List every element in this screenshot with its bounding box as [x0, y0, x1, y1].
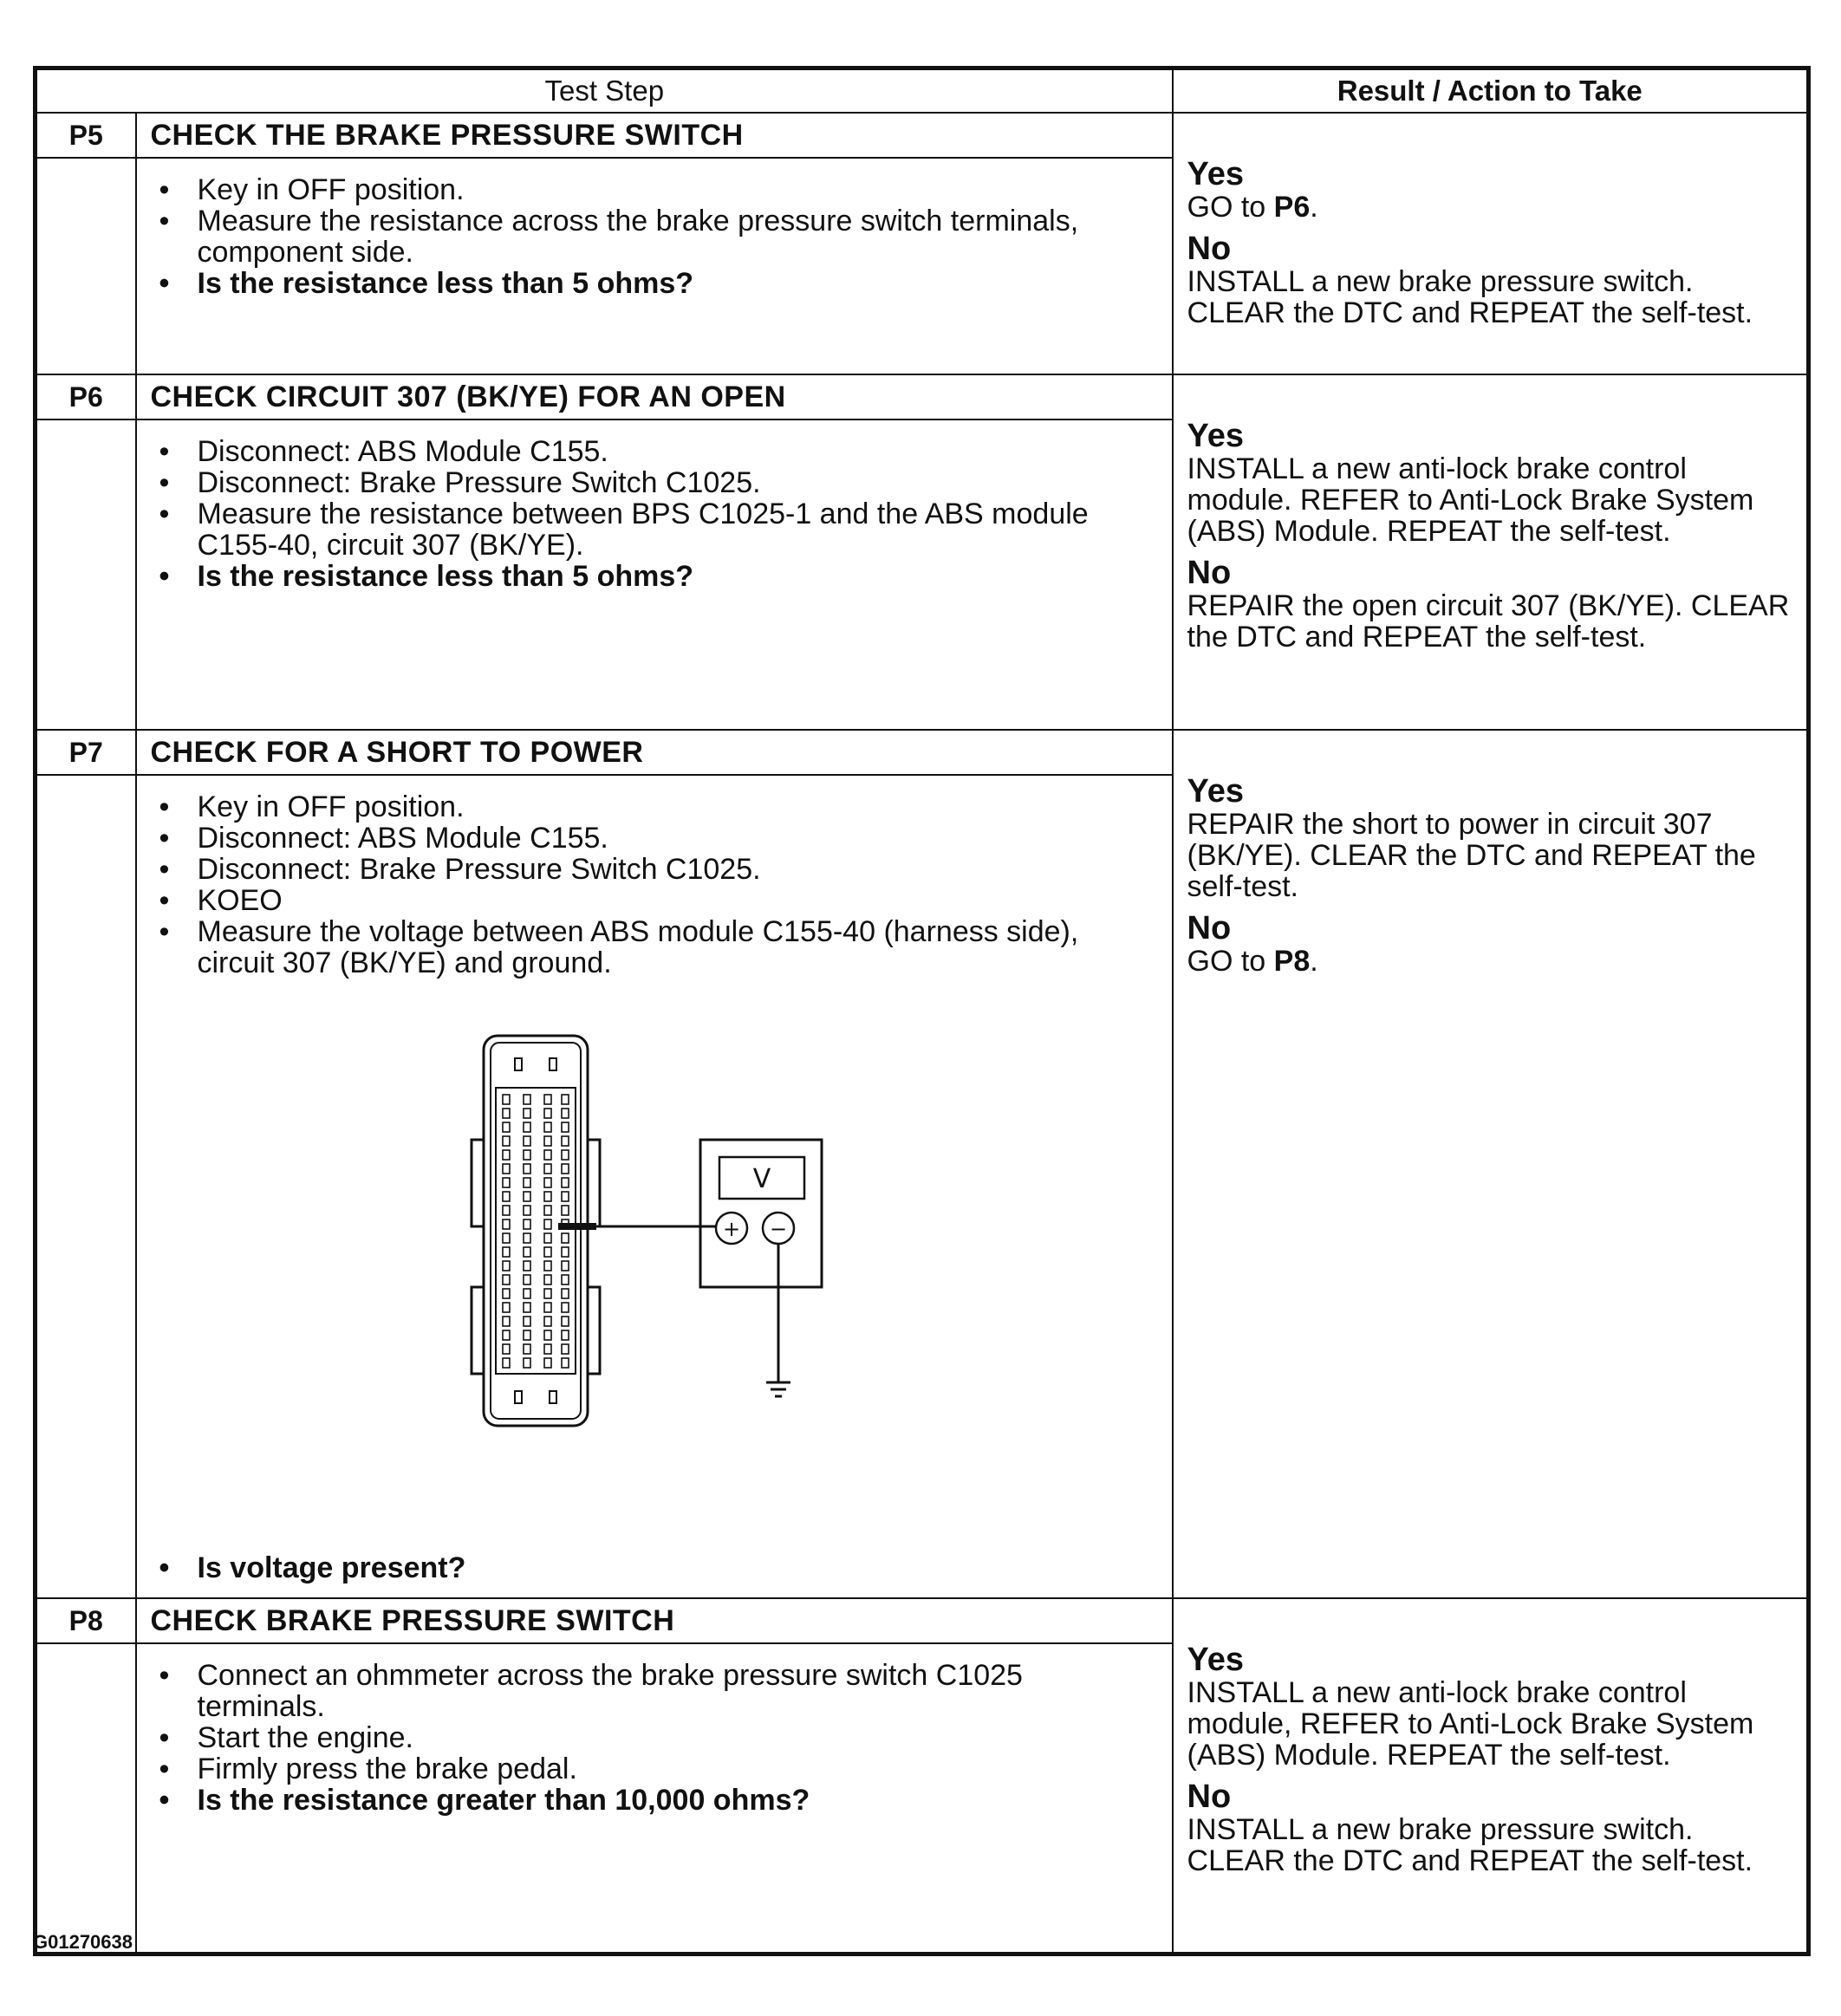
- connector-pin: [524, 1178, 530, 1187]
- connector-pin: [544, 1289, 551, 1298]
- step-id: P5: [36, 113, 136, 158]
- step-title: CHECK CIRCUIT 307 (BK/YE) FOR AN OPEN: [136, 374, 1173, 419]
- connector-pin: [524, 1289, 530, 1298]
- connector-pin: [562, 1192, 569, 1201]
- connector-pin: [544, 1330, 551, 1340]
- connector-pin: [524, 1247, 530, 1257]
- step-instructions: [136, 158, 1173, 374]
- connector-pin: [562, 1303, 569, 1312]
- table-header-row: [36, 68, 1809, 114]
- connector-voltmeter-illustration: [440, 1027, 891, 1434]
- step-title-row: [36, 1598, 1809, 1643]
- yes-label: Yes: [1187, 773, 1245, 810]
- figure-code: G01270638: [33, 1931, 133, 1953]
- connector-pin: [503, 1289, 510, 1298]
- result-cell: [1173, 730, 1809, 1598]
- connector-pin: [544, 1095, 551, 1104]
- connector-pin: [524, 1109, 530, 1118]
- connector-pin: [562, 1164, 569, 1174]
- no-label: No: [1187, 231, 1232, 267]
- connector-pins: [503, 1095, 569, 1368]
- yes-label: Yes: [1187, 1642, 1245, 1678]
- voltage-test-diagram: [137, 992, 1172, 1547]
- result-cell: [1173, 1598, 1809, 1954]
- connector-pin: [544, 1261, 551, 1271]
- connector-pin: [503, 1178, 510, 1187]
- connector-pin: [524, 1206, 530, 1215]
- connector-pin: [544, 1358, 551, 1368]
- connector-pin: [562, 1330, 569, 1340]
- abs-connector-c155: [472, 1036, 600, 1426]
- minus-terminal-icon: −: [769, 1217, 787, 1241]
- connector-pin: [562, 1247, 569, 1257]
- connector-pin: [503, 1164, 510, 1174]
- connector-pin: [503, 1136, 510, 1146]
- connector-pin: [562, 1206, 569, 1215]
- connector-pin: [544, 1219, 551, 1229]
- step-id-spacer: [36, 158, 136, 374]
- connector-pin: [562, 1150, 569, 1160]
- no-action: REPAIR the open circuit 307 (BK/YE). CLEAR the DTC and REPEAT the self-test.: [1187, 589, 1790, 654]
- connector-pin: [544, 1178, 551, 1187]
- step-title: CHECK FOR A SHORT TO POWER: [136, 730, 1173, 775]
- instruction-list: [137, 420, 1172, 606]
- diagnostic-table: [33, 66, 1811, 1956]
- connector-pin: [562, 1233, 569, 1243]
- step-link: P8: [1273, 945, 1311, 978]
- connector-pin: [503, 1192, 510, 1201]
- instruction-item: • Firmly press the brake pedal.: [151, 1753, 1155, 1785]
- instruction-item: • KOEO: [151, 885, 1155, 916]
- connector-pin: [524, 1275, 530, 1284]
- result-cell: [1173, 374, 1809, 730]
- connector-pin: [503, 1150, 510, 1160]
- connector-pin: [544, 1136, 551, 1146]
- connector-pin: [503, 1330, 510, 1340]
- no-action: GO to P8.: [1187, 945, 1318, 978]
- no-label: No: [1187, 1779, 1232, 1815]
- connector-pin: [524, 1164, 530, 1174]
- connector-pin: [524, 1136, 530, 1146]
- connector-pin: [544, 1206, 551, 1215]
- step-instructions: [136, 775, 1173, 1598]
- step-title: CHECK THE BRAKE PRESSURE SWITCH: [136, 113, 1173, 158]
- yes-action: INSTALL a new anti-lock brake control module, REFER to Anti-Lock Brake System (ABS) Module. REPEAT the self-test.: [1187, 1676, 1754, 1772]
- yes-action: REPAIR the short to power in circuit 307 (BK/YE). CLEAR the DTC and REPEAT the self-test.: [1187, 808, 1756, 903]
- step-id-spacer: [36, 419, 136, 730]
- instruction-item: • Key in OFF position.: [151, 174, 1155, 205]
- yes-label: Yes: [1187, 156, 1245, 192]
- connector-pin: [503, 1275, 510, 1284]
- connector-pin: [503, 1095, 510, 1104]
- step-id: P7: [36, 730, 136, 775]
- plus-terminal-icon: +: [722, 1217, 740, 1241]
- connector-pin: [544, 1344, 551, 1354]
- connector-pin: [544, 1122, 551, 1132]
- connector-pin: [524, 1330, 530, 1340]
- connector-pin: [503, 1344, 510, 1354]
- step-link: P6: [1273, 191, 1311, 224]
- step-title-row: [36, 113, 1809, 158]
- instruction-list: [137, 159, 1172, 313]
- step-title-row: [36, 374, 1809, 419]
- instruction-item: • Disconnect: ABS Module C155.: [151, 823, 1155, 854]
- step-title: CHECK BRAKE PRESSURE SWITCH: [136, 1598, 1173, 1643]
- connector-pin: [562, 1178, 569, 1187]
- connector-pin: [562, 1358, 569, 1368]
- connector-pin: [562, 1344, 569, 1354]
- instruction-item: • Disconnect: ABS Module C155.: [151, 436, 1155, 467]
- no-action: INSTALL a new brake pressure switch. CLEAR the DTC and REPEAT the self-test.: [1187, 265, 1753, 329]
- connector-pin: [562, 1275, 569, 1284]
- connector-pin: [524, 1317, 530, 1326]
- connector-pin: [524, 1122, 530, 1132]
- connector-pin: [503, 1261, 510, 1271]
- instruction-question: • Is the resistance less than 5 ohms?: [151, 268, 1155, 299]
- yes-action: GO to P6.: [1187, 191, 1318, 224]
- connector-pin: [503, 1247, 510, 1257]
- step-title-row: [36, 730, 1809, 775]
- instruction-question: • Is the resistance less than 5 ohms?: [151, 561, 1155, 592]
- step-instructions: [136, 419, 1173, 730]
- step-id-spacer: [36, 775, 136, 1598]
- connector-pin: [524, 1303, 530, 1312]
- instruction-item: • Disconnect: Brake Pressure Switch C1025.: [151, 467, 1155, 498]
- connector-pin: [562, 1289, 569, 1298]
- yes-action: INSTALL a new anti-lock brake control module. REFER to Anti-Lock Brake System (ABS) Module. REPEAT the self-test.: [1187, 452, 1754, 548]
- connector-pin: [544, 1247, 551, 1257]
- connector-pin: [503, 1122, 510, 1132]
- instruction-item: • Disconnect: Brake Pressure Switch C1025.: [151, 854, 1155, 885]
- connector-pin: [524, 1150, 530, 1160]
- connector-pin: [524, 1344, 530, 1354]
- connector-pin: [544, 1109, 551, 1118]
- connector-pin: [503, 1109, 510, 1118]
- no-label: No: [1187, 910, 1232, 946]
- instruction-question: • Is the resistance greater than 10,000 ohms?: [151, 1785, 1155, 1816]
- connector-pin: [524, 1233, 530, 1243]
- connector-pin: [544, 1317, 551, 1326]
- connector-pin: [503, 1358, 510, 1368]
- step-instructions: [136, 1643, 1173, 1954]
- instruction-item: • Connect an ohmmeter across the brake pressure switch C1025 terminals.: [151, 1660, 1155, 1722]
- no-label: No: [1187, 555, 1232, 591]
- connector-pin: [524, 1261, 530, 1271]
- test-probe: [558, 1223, 716, 1230]
- instruction-item: • Start the engine.: [151, 1722, 1155, 1753]
- step-id: P8: [36, 1598, 136, 1643]
- connector-pin: [544, 1192, 551, 1201]
- header-test-step: Test Step: [36, 68, 1173, 114]
- result-cell: [1173, 113, 1809, 374]
- yes-label: Yes: [1187, 418, 1245, 454]
- step-id: P6: [36, 374, 136, 419]
- connector-pin: [524, 1095, 530, 1104]
- instruction-item: • Measure the voltage between ABS module C155-40 (harness side), circuit 307 (BK/YE) and ground.: [151, 916, 1155, 979]
- connector-pin: [562, 1122, 569, 1132]
- connector-pin: [562, 1136, 569, 1146]
- connector-pin: [562, 1109, 569, 1118]
- instruction-item: • Measure the resistance between BPS C1025-1 and the ABS module C155-40, circuit 307 (BK/YE).: [151, 498, 1155, 561]
- instruction-list: [137, 1547, 1172, 1597]
- connector-pin: [562, 1261, 569, 1271]
- instruction-list: [137, 1644, 1172, 1830]
- ground-icon: [766, 1382, 790, 1396]
- connector-pin: [544, 1233, 551, 1243]
- connector-pin: [544, 1303, 551, 1312]
- header-result-action: Result / Action to Take: [1173, 68, 1809, 114]
- connector-pin: [524, 1192, 530, 1201]
- connector-pin: [503, 1233, 510, 1243]
- instruction-item: • Key in OFF position.: [151, 791, 1155, 823]
- connector-pin: [503, 1317, 510, 1326]
- connector-pin: [524, 1358, 530, 1368]
- voltmeter-display-symbol: V: [752, 1164, 771, 1194]
- connector-pin: [544, 1275, 551, 1284]
- connector-pin: [562, 1317, 569, 1326]
- connector-pin: [562, 1095, 569, 1104]
- instruction-item: • Measure the resistance across the brake pressure switch terminals, component side.: [151, 205, 1155, 268]
- step-id-spacer: [36, 1643, 136, 1954]
- instruction-list: [137, 776, 1172, 992]
- connector-pin: [524, 1219, 530, 1229]
- instruction-question: • Is voltage present?: [151, 1552, 1155, 1584]
- connector-pin: [544, 1150, 551, 1160]
- connector-pin: [503, 1206, 510, 1215]
- no-action: INSTALL a new brake pressure switch. CLEAR the DTC and REPEAT the self-test.: [1187, 1813, 1753, 1877]
- connector-pin: [503, 1219, 510, 1229]
- connector-pin: [503, 1303, 510, 1312]
- connector-pin: [544, 1164, 551, 1174]
